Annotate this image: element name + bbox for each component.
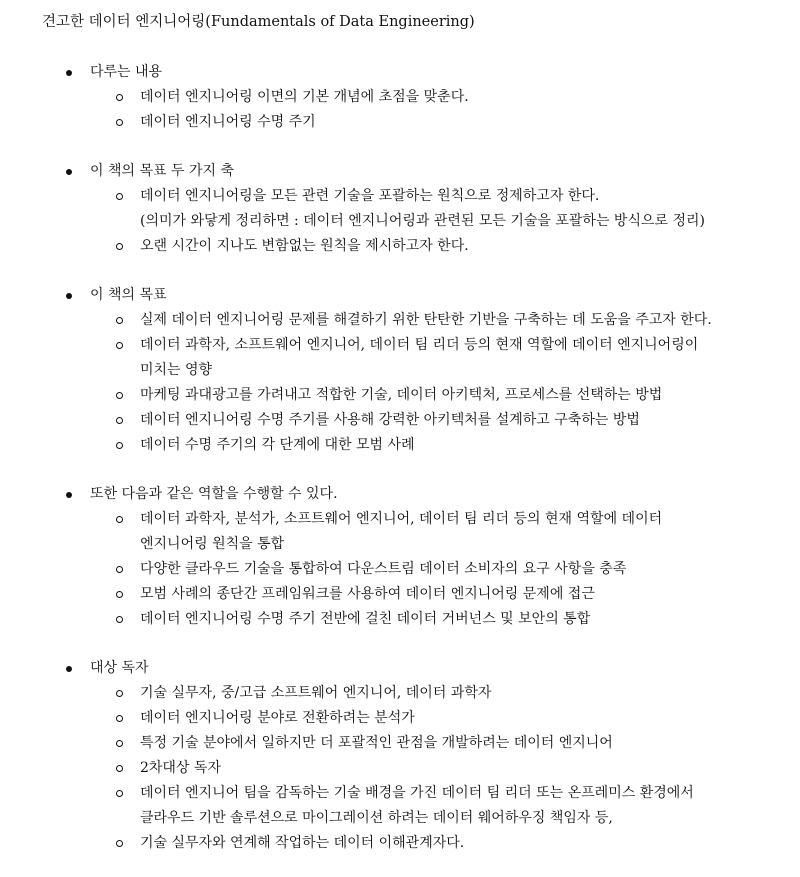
list-item-text: 데이터 엔지니어링 수명 주기 전반에 걸친 데이터 거버넌스 및 보안의 통합 bbox=[140, 611, 591, 627]
section-heading-text: 대상 독자 bbox=[90, 660, 149, 676]
list-item-text: 데이터 수명 주기의 각 단계에 대한 모범 사례 bbox=[140, 437, 415, 453]
list-item-text: 데이터 엔지니어링 분야로 전환하려는 분석가 bbox=[140, 710, 415, 726]
list-item bbox=[0, 681, 800, 706]
outline-section bbox=[0, 60, 800, 135]
list-item bbox=[0, 756, 800, 781]
list-item-text: 엔지니어링 원칙을 통합 bbox=[140, 536, 285, 552]
list-item-text: 마케팅 과대광고를 가려내고 적합한 기술, 데이터 아키텍처, 프로세스를 선택하는 방법 bbox=[140, 387, 663, 403]
list-item-text: 데이터 엔지니어링 수명 주기를 사용해 강력한 아키텍처를 설계하고 구축하는 방법 bbox=[140, 412, 640, 428]
section-heading-text: 이 책의 목표 두 가지 축 bbox=[90, 163, 234, 179]
list-item-text: 데이터 엔지니어링 수명 주기 bbox=[140, 114, 316, 130]
bullet-circle-icon bbox=[116, 790, 123, 797]
list-item-text: 오랜 시간이 지나도 변함없는 원칙을 제시하고자 한다. bbox=[140, 238, 469, 254]
list-item-text: 모범 사례의 종단간 프레임워크를 사용하여 데이터 엔지니어링 문제에 접근 bbox=[140, 586, 595, 602]
list-item bbox=[0, 184, 800, 234]
outline-section bbox=[0, 159, 800, 259]
list-item-text: 클라우드 기반 솔루션으로 마이그레이션 하려는 데이터 웨어하우징 책임자 등, bbox=[140, 810, 613, 826]
bullet-circle-icon bbox=[116, 317, 123, 324]
bullet-disc-icon bbox=[66, 666, 72, 672]
list-item-text: 데이터 엔지니어링을 모든 관련 기술을 포괄하는 원칙으로 정제하고자 한다. bbox=[140, 188, 600, 204]
list-item bbox=[0, 408, 800, 433]
section-heading bbox=[0, 283, 800, 308]
bullet-disc-icon bbox=[66, 169, 72, 175]
list-item-text: 실제 데이터 엔지니어링 문제를 해결하기 위한 탄탄한 기반을 구축하는 데 도움을 주고자 한다. bbox=[140, 312, 712, 328]
list-item bbox=[0, 557, 800, 582]
bullet-circle-icon bbox=[116, 392, 123, 399]
list-item bbox=[0, 731, 800, 756]
bullet-circle-icon bbox=[116, 417, 123, 424]
bullet-disc-icon bbox=[66, 492, 72, 498]
list-item-text: 데이터 엔지니어링 이면의 기본 개념에 초점을 맞춘다. bbox=[140, 89, 469, 105]
section-heading bbox=[0, 159, 800, 184]
list-item bbox=[0, 582, 800, 607]
bullet-disc-icon bbox=[66, 293, 72, 299]
bullet-circle-icon bbox=[116, 119, 123, 126]
list-item bbox=[0, 308, 800, 333]
bullet-circle-icon bbox=[116, 342, 123, 349]
document-title: 견고한 데이터 엔지니어링(Fundamentals of Data Engineering) bbox=[42, 14, 475, 30]
bullet-circle-icon bbox=[116, 516, 123, 523]
section-heading bbox=[0, 656, 800, 681]
list-item bbox=[0, 507, 800, 557]
section-heading bbox=[0, 482, 800, 507]
bullet-circle-icon bbox=[116, 616, 123, 623]
bullet-circle-icon bbox=[116, 591, 123, 598]
list-item-text: 다양한 클라우드 기술을 통합하여 다운스트림 데이터 소비자의 요구 사항을 충족 bbox=[140, 561, 627, 577]
list-item bbox=[0, 110, 800, 135]
list-item bbox=[0, 433, 800, 458]
list-item bbox=[0, 234, 800, 259]
bullet-circle-icon bbox=[116, 765, 123, 772]
outline-section bbox=[0, 656, 800, 856]
list-item bbox=[0, 706, 800, 731]
list-item bbox=[0, 781, 800, 831]
bullet-circle-icon bbox=[116, 740, 123, 747]
section-heading-text: 이 책의 목표 bbox=[90, 287, 167, 303]
sub-item-list bbox=[0, 85, 800, 135]
list-item-text: 데이터 과학자, 소프트웨어 엔지니어, 데이터 팀 리더 등의 현재 역할에 데이터 엔지니어링이 bbox=[140, 337, 699, 353]
outline-section bbox=[0, 482, 800, 632]
bullet-circle-icon bbox=[116, 690, 123, 697]
list-item-text: 미치는 영향 bbox=[140, 362, 213, 378]
bullet-circle-icon bbox=[116, 442, 123, 449]
sub-item-list bbox=[0, 184, 800, 259]
list-item bbox=[0, 607, 800, 632]
list-item bbox=[0, 831, 800, 856]
outline-section bbox=[0, 283, 800, 458]
section-list bbox=[0, 60, 800, 856]
bullet-circle-icon bbox=[116, 715, 123, 722]
list-item bbox=[0, 85, 800, 110]
list-item-text: 특정 기술 분야에서 일하지만 더 포괄적인 관점을 개발하려는 데이터 엔지니어 bbox=[140, 735, 613, 751]
section-heading-text: 또한 다음과 같은 역할을 수행할 수 있다. bbox=[90, 486, 338, 502]
bullet-circle-icon bbox=[116, 243, 123, 250]
bullet-circle-icon bbox=[116, 94, 123, 101]
list-item bbox=[0, 383, 800, 408]
list-item-text: (의미가 와닿게 정리하면 : 데이터 엔지니어링과 관련된 모든 기술을 포괄하는 방식으로 정리) bbox=[140, 213, 705, 229]
list-item-text: 데이터 과학자, 분석가, 소프트웨어 엔지니어, 데이터 팀 리더 등의 현재 역할에 데이터 bbox=[140, 511, 663, 527]
bullet-circle-icon bbox=[116, 566, 123, 573]
list-item-text: 데이터 엔지니어 팀을 감독하는 기술 배경을 가진 데이터 팀 리더 또는 온프레미스 환경에서 bbox=[140, 785, 694, 801]
sub-item-list bbox=[0, 507, 800, 632]
section-heading-text: 다루는 내용 bbox=[90, 64, 163, 80]
section-heading bbox=[0, 60, 800, 85]
sub-item-list bbox=[0, 681, 800, 856]
list-item-text: 2차대상 독자 bbox=[140, 760, 221, 776]
list-item-text: 기술 실무자와 연계해 작업하는 데이터 이해관계자다. bbox=[140, 835, 465, 851]
bullet-circle-icon bbox=[116, 193, 123, 200]
bullet-disc-icon bbox=[66, 70, 72, 76]
sub-item-list bbox=[0, 308, 800, 458]
list-item-text: 기술 실무자, 중/고급 소프트웨어 엔지니어, 데이터 과학자 bbox=[140, 685, 492, 701]
bullet-circle-icon bbox=[116, 840, 123, 847]
list-item bbox=[0, 333, 800, 383]
